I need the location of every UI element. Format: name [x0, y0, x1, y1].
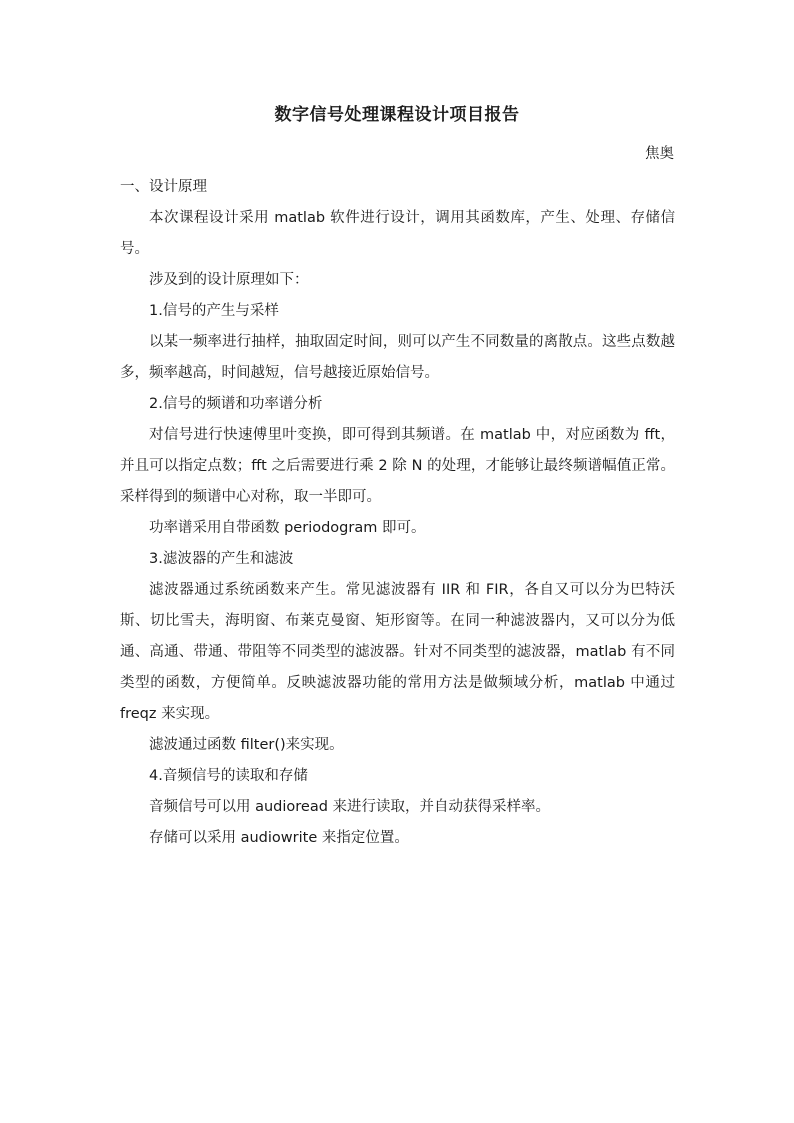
paragraph: 滤波器通过系统函数来产生。常见滤波器有 IIR 和 FIR，各自又可以分为巴特沃斯、切比雪夫，海明窗、布莱克曼窗、矩形窗等。在同一种滤波器内，又可以分为低通、高通、带通、带阻等不同类型的滤波器。针对不同类型的滤波器，matlab 有不同类型的函数，方便简单。反映滤波器功能的常用方法是做频域分析，matlab 中通过 freqz 来实现。: [120, 582, 675, 722]
paragraph: 存储可以采用 audiowrite 来指定位置。: [149, 830, 409, 846]
paragraph: 功率谱采用自带函数 periodogram 即可。: [149, 520, 426, 536]
subsection-heading: 3.滤波器的产生和滤波: [149, 551, 294, 567]
author-name: 焦奥: [645, 146, 674, 162]
document-body: [120, 172, 675, 854]
paragraph: 滤波通过函数 filter()来实现。: [149, 737, 344, 753]
document-title: 数字信号处理课程设计项目报告: [274, 105, 520, 125]
paragraph: 对信号进行快速傅里叶变换，即可得到其频谱。在 matlab 中，对应函数为 fft，并且可以指定点数；fft 之后需要进行乘 2 除 N 的处理，才能够让最终频谱幅值正常。采样得到的频谱中心对称，取一半即可。: [120, 427, 675, 505]
subsection-heading: 1.信号的产生与采样: [149, 303, 279, 319]
subsection-heading: 2.信号的频谱和功率谱分析: [149, 396, 323, 412]
paragraph: 以某一频率进行抽样，抽取固定时间，则可以产生不同数量的离散点。这些点数越多，频率越高，时间越短，信号越接近原始信号。: [120, 334, 675, 381]
subsection-heading: 4.音频信号的读取和存储: [149, 768, 308, 784]
paragraph: 音频信号可以用 audioread 来进行读取，并自动获得采样率。: [149, 799, 551, 815]
section-heading: 一、设计原理: [120, 179, 207, 195]
paragraph: 本次课程设计采用 matlab 软件进行设计，调用其函数库，产生、处理、存储信号。: [120, 210, 675, 257]
paragraph: 涉及到的设计原理如下：: [149, 272, 309, 288]
